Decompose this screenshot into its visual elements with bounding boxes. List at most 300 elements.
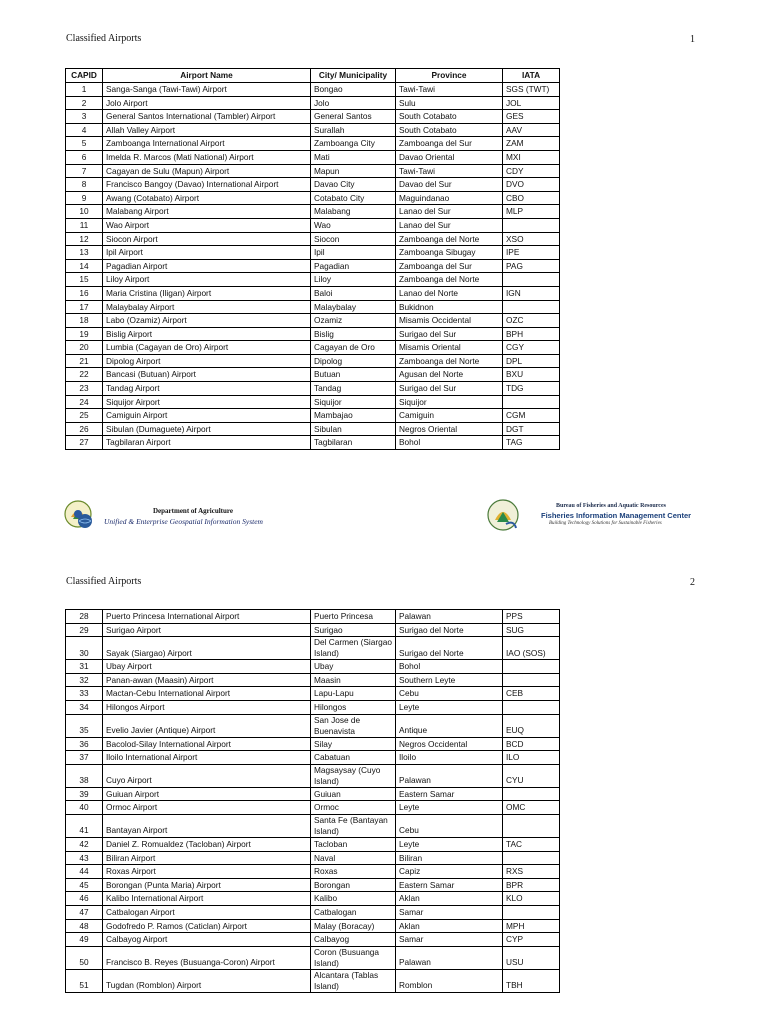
cell-capid: 14 xyxy=(66,259,103,273)
bfar-title: Bureau of Fisheries and Aquatic Resources xyxy=(556,503,666,509)
cell-province: Leyte xyxy=(396,801,503,815)
airports-table-page-2 xyxy=(65,609,560,993)
cell-iata xyxy=(503,273,560,287)
cell-capid: 12 xyxy=(66,232,103,246)
cell-airport-name: Puerto Princesa International Airport xyxy=(103,610,311,624)
table-row xyxy=(66,814,560,837)
cell-capid: 43 xyxy=(66,851,103,865)
cell-capid: 47 xyxy=(66,905,103,919)
cell-city: Surigao xyxy=(311,623,396,637)
cell-iata: SUG xyxy=(503,623,560,637)
cell-city: Butuan xyxy=(311,368,396,382)
cell-iata: RXS xyxy=(503,865,560,879)
cell-capid: 37 xyxy=(66,751,103,765)
cell-airport-name: Ipil Airport xyxy=(103,246,311,260)
cell-province: Surigao del Norte xyxy=(396,637,503,660)
cell-airport-name: Tandag Airport xyxy=(103,382,311,396)
cell-iata: PPS xyxy=(503,610,560,624)
cell-airport-name: Cagayan de Sulu (Mapun) Airport xyxy=(103,164,311,178)
cell-capid: 49 xyxy=(66,933,103,947)
cell-province: Bukidnon xyxy=(396,300,503,314)
cell-capid: 40 xyxy=(66,801,103,815)
cell-iata xyxy=(503,700,560,714)
cell-capid: 34 xyxy=(66,700,103,714)
da-subtitle: Unified & Enterprise Geospatial Information System xyxy=(104,517,263,526)
cell-airport-name: Bislig Airport xyxy=(103,327,311,341)
cell-capid: 22 xyxy=(66,368,103,382)
table-row xyxy=(66,787,560,801)
cell-province: Siquijor xyxy=(396,395,503,409)
cell-city: Cabatuan xyxy=(311,751,396,765)
cell-airport-name: Ubay Airport xyxy=(103,660,311,674)
cell-capid: 33 xyxy=(66,687,103,701)
cell-airport-name: Wao Airport xyxy=(103,218,311,232)
cell-city: Davao City xyxy=(311,178,396,192)
table-row xyxy=(66,637,560,660)
table-row xyxy=(66,610,560,624)
cell-province: Negros Oriental xyxy=(396,422,503,436)
cell-iata: DVO xyxy=(503,178,560,192)
cell-city: Bongao xyxy=(311,83,396,97)
cell-city: Wao xyxy=(311,218,396,232)
cell-province: Zamboanga del Sur xyxy=(396,259,503,273)
cell-iata xyxy=(503,905,560,919)
cell-city: Siocon xyxy=(311,232,396,246)
cell-province: Lanao del Sur xyxy=(396,218,503,232)
cell-capid: 17 xyxy=(66,300,103,314)
cell-province: Davao Oriental xyxy=(396,150,503,164)
cell-iata: MLP xyxy=(503,205,560,219)
cell-iata: BPR xyxy=(503,878,560,892)
cell-iata: JOL xyxy=(503,96,560,110)
cell-capid: 44 xyxy=(66,865,103,879)
col-header-city: City/ Municipality xyxy=(311,69,396,83)
table-row xyxy=(66,878,560,892)
cell-iata: CGM xyxy=(503,409,560,423)
cell-capid: 46 xyxy=(66,892,103,906)
table-row xyxy=(66,737,560,751)
table-row xyxy=(66,178,560,192)
cell-capid: 4 xyxy=(66,123,103,137)
cell-city: Liloy xyxy=(311,273,396,287)
cell-capid: 39 xyxy=(66,787,103,801)
cell-iata: CBO xyxy=(503,191,560,205)
cell-iata: SGS (TWT) xyxy=(503,83,560,97)
cell-province: Surigao del Sur xyxy=(396,327,503,341)
cell-iata: DGT xyxy=(503,422,560,436)
cell-capid: 6 xyxy=(66,150,103,164)
cell-city: Guiuan xyxy=(311,787,396,801)
cell-province: Tawi-Tawi xyxy=(396,164,503,178)
cell-city: Silay xyxy=(311,737,396,751)
cell-iata: USU xyxy=(503,946,560,969)
cell-province: Negros Occidental xyxy=(396,737,503,751)
cell-airport-name: Surigao Airport xyxy=(103,623,311,637)
cell-capid: 50 xyxy=(66,946,103,969)
cell-province: Biliran xyxy=(396,851,503,865)
cell-capid: 32 xyxy=(66,673,103,687)
page-header-title: Classified Airports xyxy=(66,576,142,587)
cell-city: San Jose de Buenavista xyxy=(311,714,396,737)
table-row xyxy=(66,660,560,674)
table-row xyxy=(66,395,560,409)
cell-airport-name: Hilongos Airport xyxy=(103,700,311,714)
cell-city: Del Carmen (Siargao Island) xyxy=(311,637,396,660)
cell-capid: 1 xyxy=(66,83,103,97)
cell-capid: 27 xyxy=(66,436,103,450)
cell-province: South Cotabato xyxy=(396,123,503,137)
cell-capid: 36 xyxy=(66,737,103,751)
cell-province: Agusan del Norte xyxy=(396,368,503,382)
table-row xyxy=(66,96,560,110)
cell-airport-name: Bancasi (Butuan) Airport xyxy=(103,368,311,382)
table-row xyxy=(66,246,560,260)
cell-city: Tacloban xyxy=(311,837,396,851)
table-row xyxy=(66,382,560,396)
cell-province: Samar xyxy=(396,933,503,947)
table-row xyxy=(66,368,560,382)
cell-airport-name: Maria Cristina (Iligan) Airport xyxy=(103,286,311,300)
cell-capid: 3 xyxy=(66,110,103,124)
table-row xyxy=(66,110,560,124)
cell-iata xyxy=(503,851,560,865)
cell-airport-name: Kalibo International Airport xyxy=(103,892,311,906)
table-row xyxy=(66,946,560,969)
cell-city: Lapu-Lapu xyxy=(311,687,396,701)
table-row xyxy=(66,409,560,423)
cell-airport-name: Jolo Airport xyxy=(103,96,311,110)
cell-city: Coron (Busuanga Island) xyxy=(311,946,396,969)
cell-airport-name: Awang (Cotabato) Airport xyxy=(103,191,311,205)
cell-capid: 15 xyxy=(66,273,103,287)
cell-province: Surigao del Sur xyxy=(396,382,503,396)
cell-province: Eastern Samar xyxy=(396,787,503,801)
cell-airport-name: Iloilo International Airport xyxy=(103,751,311,765)
cell-capid: 7 xyxy=(66,164,103,178)
fimc-tagline: Building Technology Solutions for Sustainable Fisheries xyxy=(549,521,662,526)
table-row xyxy=(66,919,560,933)
table-row xyxy=(66,673,560,687)
cell-iata: TBH xyxy=(503,969,560,992)
cell-capid: 19 xyxy=(66,327,103,341)
cell-province: Aklan xyxy=(396,892,503,906)
cell-city: General Santos xyxy=(311,110,396,124)
cell-iata: CGY xyxy=(503,341,560,355)
cell-airport-name: Sanga-Sanga (Tawi-Tawi) Airport xyxy=(103,83,311,97)
cell-iata: TAG xyxy=(503,436,560,450)
table-row xyxy=(66,150,560,164)
cell-iata: CEB xyxy=(503,687,560,701)
table-row xyxy=(66,341,560,355)
table-row xyxy=(66,905,560,919)
cell-iata: GES xyxy=(503,110,560,124)
col-header-capid: CAPID xyxy=(66,69,103,83)
cell-iata: CYU xyxy=(503,764,560,787)
cell-capid: 10 xyxy=(66,205,103,219)
cell-capid: 51 xyxy=(66,969,103,992)
cell-capid: 26 xyxy=(66,422,103,436)
cell-city: Tandag xyxy=(311,382,396,396)
cell-iata: AAV xyxy=(503,123,560,137)
cell-city: Ubay xyxy=(311,660,396,674)
cell-capid: 5 xyxy=(66,137,103,151)
table-row xyxy=(66,137,560,151)
cell-city: Pagadian xyxy=(311,259,396,273)
cell-capid: 18 xyxy=(66,314,103,328)
table-row xyxy=(66,865,560,879)
cell-province: Cebu xyxy=(396,687,503,701)
cell-city: Naval xyxy=(311,851,396,865)
cell-city: Malay (Boracay) xyxy=(311,919,396,933)
table-row xyxy=(66,300,560,314)
cell-city: Malabang xyxy=(311,205,396,219)
cell-province: Sulu xyxy=(396,96,503,110)
cell-iata: OZC xyxy=(503,314,560,328)
cell-airport-name: Siocon Airport xyxy=(103,232,311,246)
cell-airport-name: Sibulan (Dumaguete) Airport xyxy=(103,422,311,436)
cell-airport-name: Godofredo P. Ramos (Caticlan) Airport xyxy=(103,919,311,933)
cell-province: Zamboanga Sibugay xyxy=(396,246,503,260)
cell-city: Alcantara (Tablas Island) xyxy=(311,969,396,992)
cell-capid: 2 xyxy=(66,96,103,110)
cell-iata: TDG xyxy=(503,382,560,396)
cell-city: Kalibo xyxy=(311,892,396,906)
cell-airport-name: Calbayog Airport xyxy=(103,933,311,947)
cell-province: Davao del Sur xyxy=(396,178,503,192)
cell-city: Cagayan de Oro xyxy=(311,341,396,355)
table-header-row xyxy=(66,69,560,83)
cell-province: South Cotabato xyxy=(396,110,503,124)
table-row xyxy=(66,327,560,341)
cell-airport-name: Biliran Airport xyxy=(103,851,311,865)
globe-icon xyxy=(77,513,93,529)
table-row xyxy=(66,314,560,328)
page-number: 2 xyxy=(690,577,695,588)
cell-city: Ozamiz xyxy=(311,314,396,328)
cell-province: Romblon xyxy=(396,969,503,992)
cell-iata: CDY xyxy=(503,164,560,178)
table-row xyxy=(66,751,560,765)
table-row xyxy=(66,205,560,219)
cell-capid: 41 xyxy=(66,814,103,837)
table-row xyxy=(66,933,560,947)
cell-capid: 9 xyxy=(66,191,103,205)
da-title: Department of Agriculture xyxy=(153,507,233,515)
table-row xyxy=(66,700,560,714)
cell-province: Eastern Samar xyxy=(396,878,503,892)
table-row xyxy=(66,623,560,637)
cell-capid: 35 xyxy=(66,714,103,737)
cell-province: Palawan xyxy=(396,610,503,624)
cell-city: Dipolog xyxy=(311,354,396,368)
cell-province: Bohol xyxy=(396,660,503,674)
cell-city: Jolo xyxy=(311,96,396,110)
table-row xyxy=(66,837,560,851)
table-row xyxy=(66,123,560,137)
cell-airport-name: Allah Valley Airport xyxy=(103,123,311,137)
department-of-agriculture-logo xyxy=(63,497,293,537)
cell-city: Siquijor xyxy=(311,395,396,409)
cell-iata xyxy=(503,218,560,232)
cell-capid: 20 xyxy=(66,341,103,355)
cell-city: Magsaysay (Cuyo Island) xyxy=(311,764,396,787)
airports-table-page-1 xyxy=(65,68,560,450)
cell-airport-name: Pagadian Airport xyxy=(103,259,311,273)
bfar-seal-icon xyxy=(486,498,520,532)
cell-city: Malaybalay xyxy=(311,300,396,314)
col-header-airport-name: Airport Name xyxy=(103,69,311,83)
cell-capid: 42 xyxy=(66,837,103,851)
cell-capid: 31 xyxy=(66,660,103,674)
cell-province: Iloilo xyxy=(396,751,503,765)
cell-airport-name: Malaybalay Airport xyxy=(103,300,311,314)
cell-province: Cebu xyxy=(396,814,503,837)
cell-iata: MXI xyxy=(503,150,560,164)
cell-iata: DPL xyxy=(503,354,560,368)
cell-airport-name: Liloy Airport xyxy=(103,273,311,287)
cell-airport-name: Francisco Bangoy (Davao) International Airport xyxy=(103,178,311,192)
cell-iata: ILO xyxy=(503,751,560,765)
cell-airport-name: Tagbilaran Airport xyxy=(103,436,311,450)
cell-airport-name: Lumbia (Cagayan de Oro) Airport xyxy=(103,341,311,355)
cell-province: Aklan xyxy=(396,919,503,933)
cell-iata: IAO (SOS) xyxy=(503,637,560,660)
cell-airport-name: Francisco B. Reyes (Busuanga-Coron) Airport xyxy=(103,946,311,969)
cell-iata xyxy=(503,300,560,314)
cell-capid: 48 xyxy=(66,919,103,933)
cell-airport-name: Camiguin Airport xyxy=(103,409,311,423)
cell-province: Antique xyxy=(396,714,503,737)
table-row xyxy=(66,191,560,205)
cell-iata: OMC xyxy=(503,801,560,815)
cell-airport-name: Zamboanga International Airport xyxy=(103,137,311,151)
cell-city: Cotabato City xyxy=(311,191,396,205)
cell-capid: 45 xyxy=(66,878,103,892)
col-header-province: Province xyxy=(396,69,503,83)
cell-province: Camiguin xyxy=(396,409,503,423)
table-row xyxy=(66,83,560,97)
cell-iata xyxy=(503,395,560,409)
cell-city: Baloi xyxy=(311,286,396,300)
cell-province: Leyte xyxy=(396,700,503,714)
page-header-title: Classified Airports xyxy=(66,33,142,44)
cell-airport-name: Bacolod-Silay International Airport xyxy=(103,737,311,751)
cell-iata: BPH xyxy=(503,327,560,341)
fimc-title: Fisheries Information Management Center xyxy=(541,511,692,520)
table-row xyxy=(66,232,560,246)
cell-city: Santa Fe (Bantayan Island) xyxy=(311,814,396,837)
cell-province: Zamboanga del Norte xyxy=(396,232,503,246)
table-row xyxy=(66,892,560,906)
table-row xyxy=(66,164,560,178)
cell-airport-name: Panan-awan (Maasin) Airport xyxy=(103,673,311,687)
cell-airport-name: Dipolog Airport xyxy=(103,354,311,368)
cell-capid: 30 xyxy=(66,637,103,660)
cell-iata xyxy=(503,673,560,687)
cell-iata: KLO xyxy=(503,892,560,906)
table-row xyxy=(66,764,560,787)
cell-province: Misamis Oriental xyxy=(396,341,503,355)
cell-capid: 23 xyxy=(66,382,103,396)
cell-airport-name: General Santos International (Tambler) Airport xyxy=(103,110,311,124)
cell-province: Lanao del Norte xyxy=(396,286,503,300)
cell-iata xyxy=(503,660,560,674)
cell-province: Zamboanga del Norte xyxy=(396,354,503,368)
cell-capid: 8 xyxy=(66,178,103,192)
cell-city: Roxas xyxy=(311,865,396,879)
cell-iata: MPH xyxy=(503,919,560,933)
cell-city: Bislig xyxy=(311,327,396,341)
table-row xyxy=(66,969,560,992)
cell-capid: 29 xyxy=(66,623,103,637)
cell-airport-name: Catbalogan Airport xyxy=(103,905,311,919)
cell-province: Leyte xyxy=(396,837,503,851)
cell-airport-name: Labo (Ozamiz) Airport xyxy=(103,314,311,328)
cell-airport-name: Tugdan (Romblon) Airport xyxy=(103,969,311,992)
cell-iata: ZAM xyxy=(503,137,560,151)
cell-capid: 13 xyxy=(66,246,103,260)
cell-airport-name: Guiuan Airport xyxy=(103,787,311,801)
cell-iata: XSO xyxy=(503,232,560,246)
cell-airport-name: Roxas Airport xyxy=(103,865,311,879)
cell-province: Surigao del Norte xyxy=(396,623,503,637)
cell-airport-name: Ormoc Airport xyxy=(103,801,311,815)
cell-city: Catbalogan xyxy=(311,905,396,919)
cell-capid: 38 xyxy=(66,764,103,787)
cell-capid: 21 xyxy=(66,354,103,368)
cell-capid: 11 xyxy=(66,218,103,232)
cell-city: Borongan xyxy=(311,878,396,892)
cell-iata: EUQ xyxy=(503,714,560,737)
cell-airport-name: Daniel Z. Romualdez (Tacloban) Airport xyxy=(103,837,311,851)
cell-province: Palawan xyxy=(396,946,503,969)
table-row xyxy=(66,714,560,737)
cell-city: Tagbilaran xyxy=(311,436,396,450)
cell-province: Maguindanao xyxy=(396,191,503,205)
cell-city: Surallah xyxy=(311,123,396,137)
cell-iata: TAC xyxy=(503,837,560,851)
cell-capid: 16 xyxy=(66,286,103,300)
table-row xyxy=(66,286,560,300)
cell-city: Maasin xyxy=(311,673,396,687)
cell-province: Tawi-Tawi xyxy=(396,83,503,97)
cell-capid: 25 xyxy=(66,409,103,423)
cell-city: Ormoc xyxy=(311,801,396,815)
cell-iata: IPE xyxy=(503,246,560,260)
bfar-fimc-logo xyxy=(486,496,706,536)
page-number: 1 xyxy=(690,34,695,45)
cell-province: Bohol xyxy=(396,436,503,450)
table-row xyxy=(66,687,560,701)
cell-airport-name: Cuyo Airport xyxy=(103,764,311,787)
cell-airport-name: Bantayan Airport xyxy=(103,814,311,837)
cell-province: Capiz xyxy=(396,865,503,879)
table-row xyxy=(66,273,560,287)
table-row xyxy=(66,422,560,436)
cell-airport-name: Malabang Airport xyxy=(103,205,311,219)
table-row xyxy=(66,259,560,273)
cell-iata xyxy=(503,787,560,801)
cell-city: Mati xyxy=(311,150,396,164)
cell-iata: IGN xyxy=(503,286,560,300)
cell-city: Mambajao xyxy=(311,409,396,423)
table-row xyxy=(66,354,560,368)
cell-capid: 28 xyxy=(66,610,103,624)
cell-airport-name: Evelio Javier (Antique) Airport xyxy=(103,714,311,737)
cell-city: Puerto Princesa xyxy=(311,610,396,624)
table-row xyxy=(66,801,560,815)
cell-airport-name: Borongan (Punta Maria) Airport xyxy=(103,878,311,892)
